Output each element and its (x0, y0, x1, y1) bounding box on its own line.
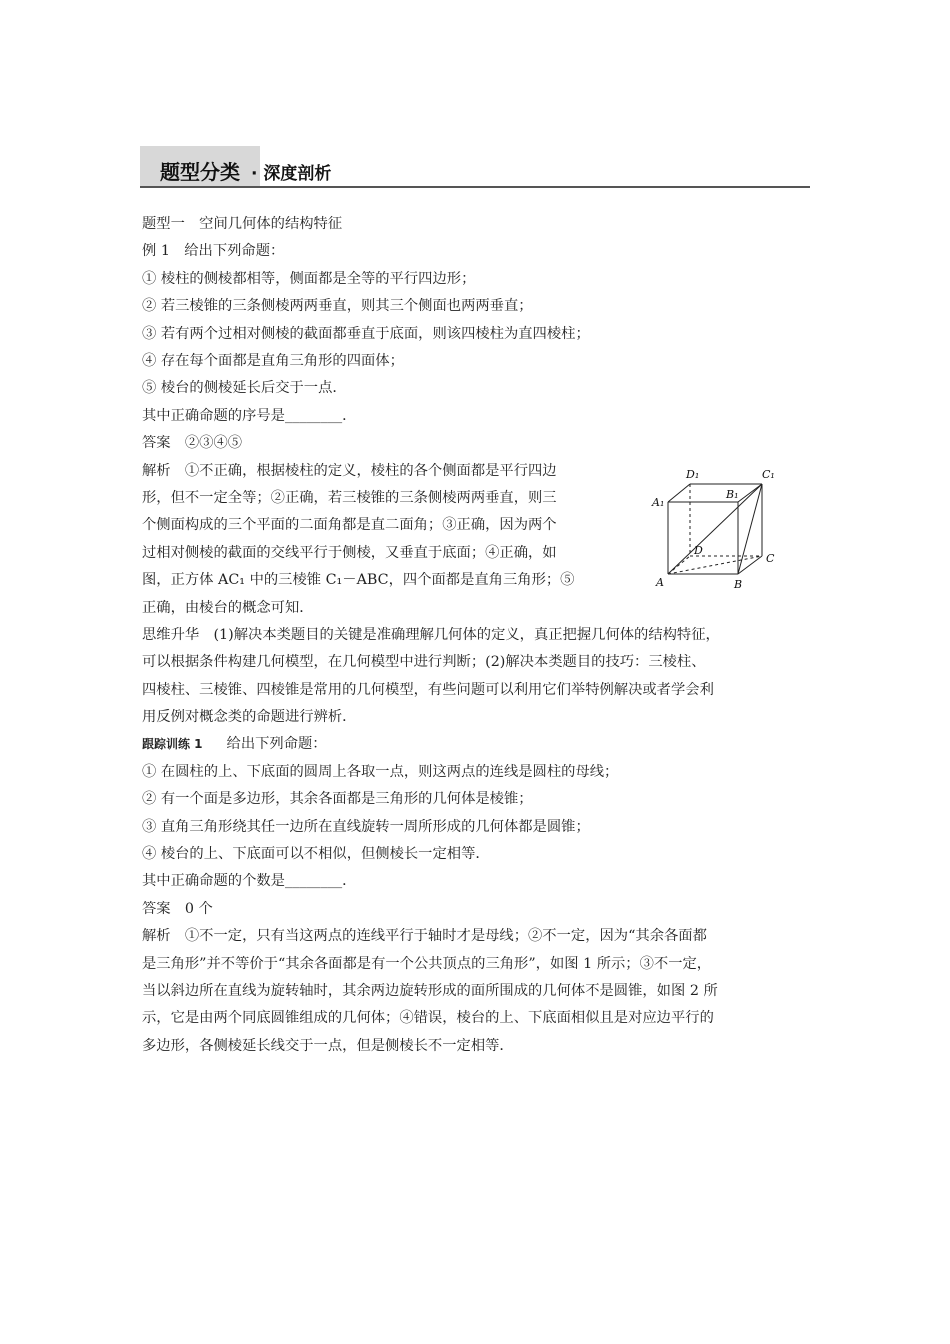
vertex-label: B (734, 577, 743, 591)
analysis-line: 是三角形”并不等价于“其余各面都是有一个公共顶点的三角形”，如图 1 所示；③不一定， (142, 955, 712, 972)
vertex-label: A (656, 575, 664, 589)
header-underline (140, 186, 810, 188)
analysis-line: 正确，由棱台的概念可知． (142, 599, 314, 616)
header-title-main: 题型分类 (160, 160, 240, 184)
analysis-line: 多边形，各侧棱延长线交于一点，但是侧棱长不一定相等． (142, 1037, 514, 1054)
proposition-item: ① 棱柱的侧棱都相等，侧面都是全等的平行四边形； (142, 270, 476, 287)
proposition-item: ③ 若有两个过相对侧棱的截面都垂直于底面，则该四棱柱为直四棱柱； (142, 325, 590, 342)
proposition-item: ② 若三棱锥的三条侧棱两两垂直，则其三个侧面也两两垂直； (142, 298, 533, 315)
analysis-line: 图，正方体 AC₁ 中的三棱锥 C₁－ABC，四个面都是直角三角形；⑤ (142, 572, 575, 589)
analysis-line: 个侧面构成的三个平面的二面角都是直二面角；③正确，因为两个 (142, 517, 557, 534)
vertex-label: C₁ (762, 467, 775, 481)
summary-line: 用反例对概念类的命题进行辨析． (142, 709, 357, 726)
summary-line: 四棱柱、三棱锥、四棱锥是常用的几何模型，有些问题可以利用它们举特例解决或者学会利 (142, 681, 714, 698)
analysis-line: 示，它是由两个同底圆锥组成的几何体；④错误，棱台的上、下底面相似且是对应边平行的 (142, 1010, 714, 1027)
analysis-block (142, 458, 832, 595)
document-body (142, 211, 832, 1060)
example-label: 例 1 给出下列命题： (142, 243, 285, 260)
question: 其中正确命题的个数是________． (142, 873, 357, 890)
header-subtitle: · 深度剖析 (250, 164, 332, 184)
vertex-label: D₁ (686, 467, 700, 481)
proposition-item: ④ 存在每个面都是直角三角形的四面体； (142, 352, 404, 369)
practice-heading (142, 731, 832, 758)
analysis-line: 解析 ①不一定，只有当这两点的连线平行于轴时才是母线；②不一定，因为“其余各面都 (142, 928, 707, 945)
analysis-line: 解析 ①不正确，根据棱柱的定义，棱柱的各个侧面都是平行四边 (142, 462, 557, 479)
proposition-item: ① 在圆柱的上、下底面的圆周上各取一点，则这两点的连线是圆柱的母线； (142, 763, 619, 780)
proposition-item: ② 有一个面是多边形，其余各面都是三角形的几何体是棱锥； (142, 791, 533, 808)
question: 其中正确命题的序号是________． (142, 407, 357, 424)
header-title (160, 156, 331, 185)
section1-heading: 题型一 空间几何体的结构特征 (142, 216, 343, 232)
analysis-line: 形，但不一定全等；②正确，若三棱锥的三条侧棱两两垂直，则三 (142, 489, 557, 506)
summary-line: 可以根据条件构建几何模型，在几何模型中进行判断；(2)解决本类题目的技巧：三棱柱、 (142, 654, 706, 671)
proposition-item: ③ 直角三角形绕其任一边所在直线旋转一周所形成的几何体都是圆锥； (142, 818, 590, 835)
practice-tag: 跟踪训练 1 (142, 737, 203, 752)
proposition-item: ④ 棱台的上、下底面可以不相似，但侧棱长一定相等． (142, 846, 490, 863)
proposition-item: ⑤ 棱台的侧棱延长后交于一点． (142, 380, 347, 397)
section-header (140, 146, 810, 188)
vertex-label: A₁ (652, 495, 665, 509)
cube-figure (650, 462, 800, 592)
vertex-label: B₁ (726, 487, 739, 501)
answer: 答案 0 个 (142, 900, 213, 917)
vertex-label: D (694, 543, 703, 557)
answer: 答案 ②③④⑤ (142, 435, 243, 452)
summary-line: 思维升华 (1)解决本类题目的关键是准确理解几何体的定义，真正把握几何体的结构特征， (142, 626, 720, 643)
practice-intro: 给出下列命题： (226, 736, 327, 753)
analysis-line: 过相对侧棱的截面的交线平行于侧棱，又垂直于底面；④正确，如 (142, 544, 557, 561)
vertex-label: C (766, 551, 775, 565)
analysis-line: 当以斜边所在直线为旋转轴时，其余两边旋转形成的面所围成的几何体不是圆锥，如图 2 所 (142, 982, 718, 999)
